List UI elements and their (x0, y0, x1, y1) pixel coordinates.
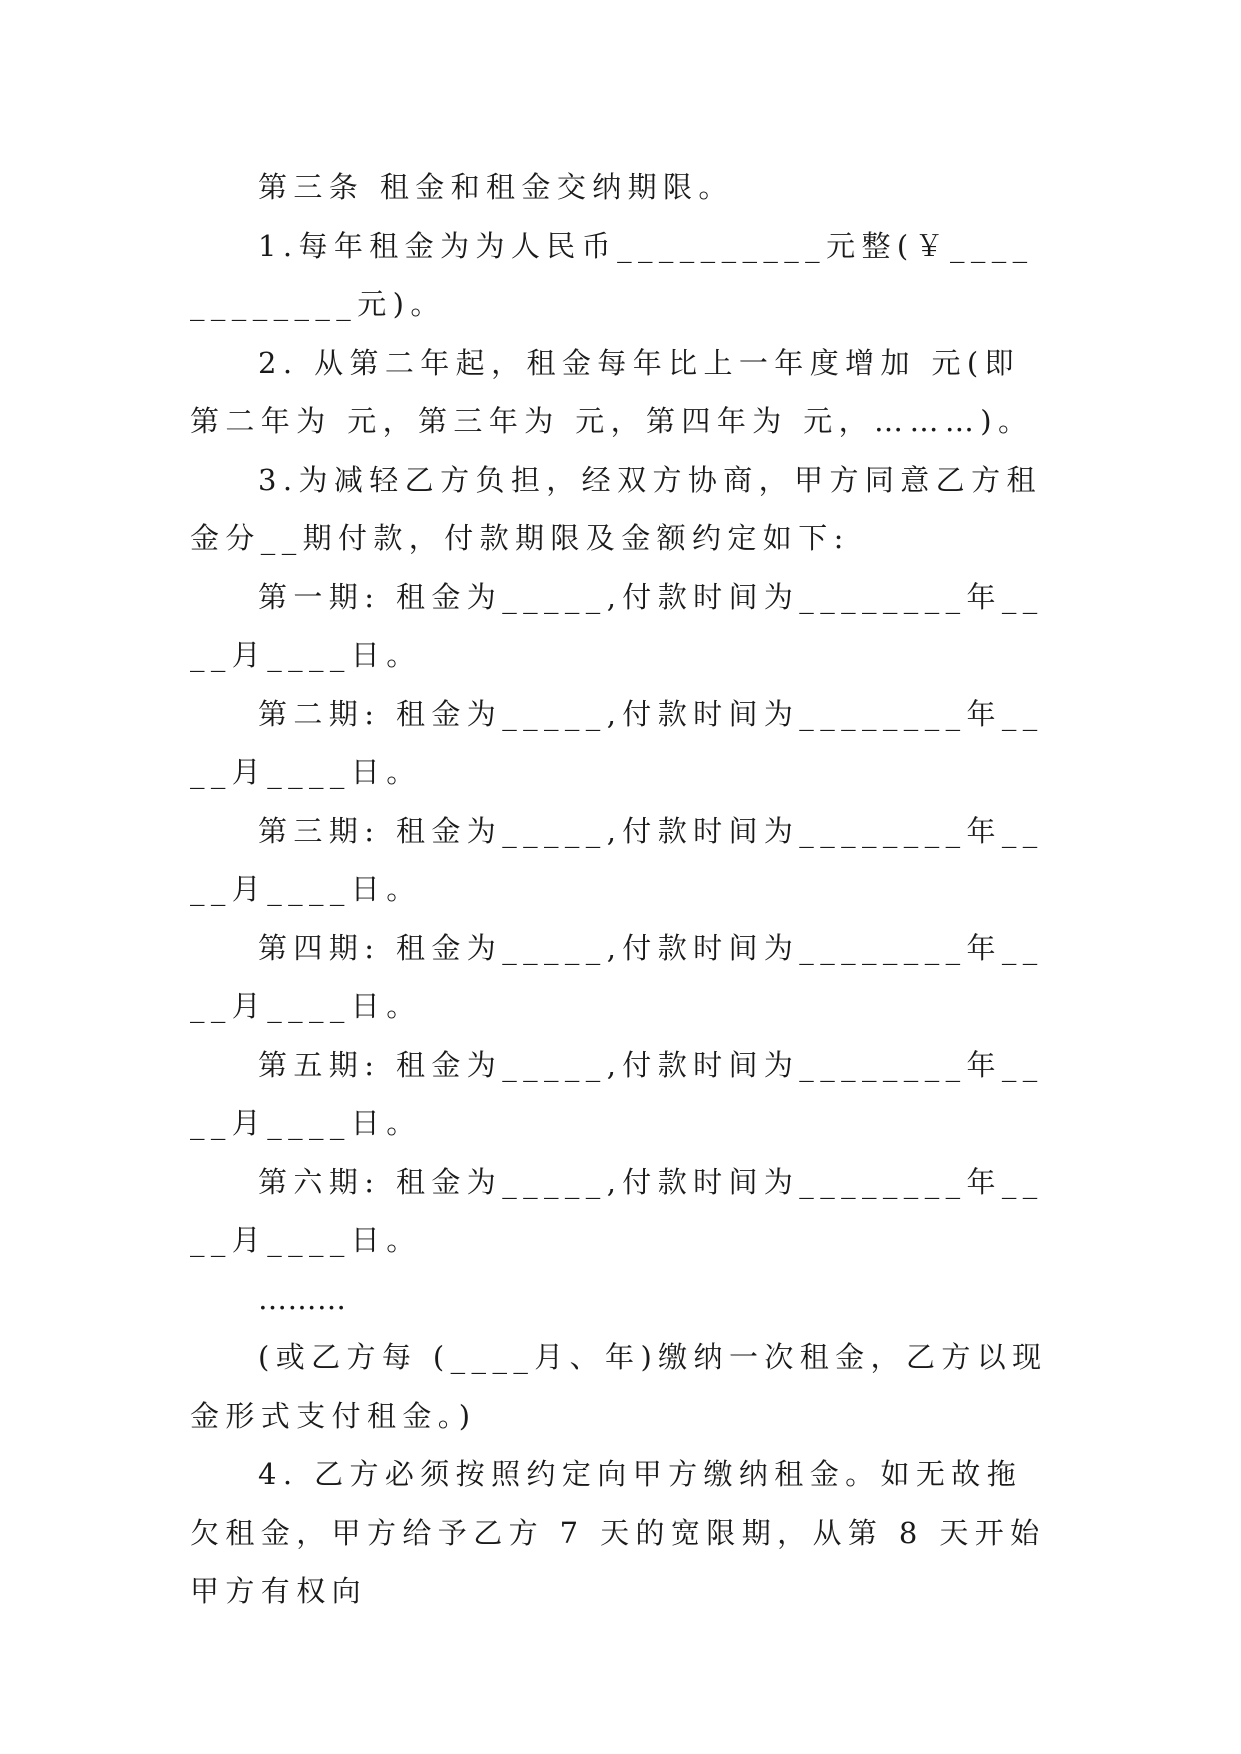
installment-6: 第六期: 租金为_____,付款时间为________年____月____日。 (190, 1164, 1044, 1257)
clause-3-installments: 3.为减轻乙方负担，经双方协商，甲方同意乙方租金分__期付款，付款期限及金额约定如下: (190, 462, 1042, 555)
clause-4-late-payment: 4. 乙方必须按照约定向甲方缴纳租金。如无故拖欠租金，甲方给予乙方 7 天的宽限期，从第 8 天开始甲方有权向 (190, 1457, 1046, 1608)
clause-2-rent-increase: 2. 从第二年起，租金每年比上一年度增加 元(即第二年为 元，第三年为 元，第四年为 元，………)。 (190, 345, 1034, 438)
installment-5: 第五期: 租金为_____,付款时间为________年____月____日。 (190, 1047, 1044, 1140)
alternative-payment-note: (或乙方每 (____月、年)缴纳一次租金，乙方以现金形式支付租金。) (190, 1340, 1048, 1433)
clause-1-annual-rent: 1.每年租金为为人民币__________元整(￥____________元)。 (190, 228, 1034, 321)
ellipsis-line: ……… (258, 1281, 347, 1316)
installment-1: 第一期: 租金为_____,付款时间为________年____月____日。 (190, 579, 1044, 672)
installment-4: 第四期: 租金为_____,付款时间为________年____月____日。 (190, 930, 1044, 1023)
installment-2: 第二期: 租金为_____,付款时间为________年____月____日。 (190, 696, 1044, 789)
installment-3: 第三期: 租金为_____,付款时间为________年____月____日。 (190, 813, 1044, 906)
document-page (190, 158, 1050, 1621)
article-heading: 第三条 租金和租金交纳期限。 (258, 170, 734, 204)
